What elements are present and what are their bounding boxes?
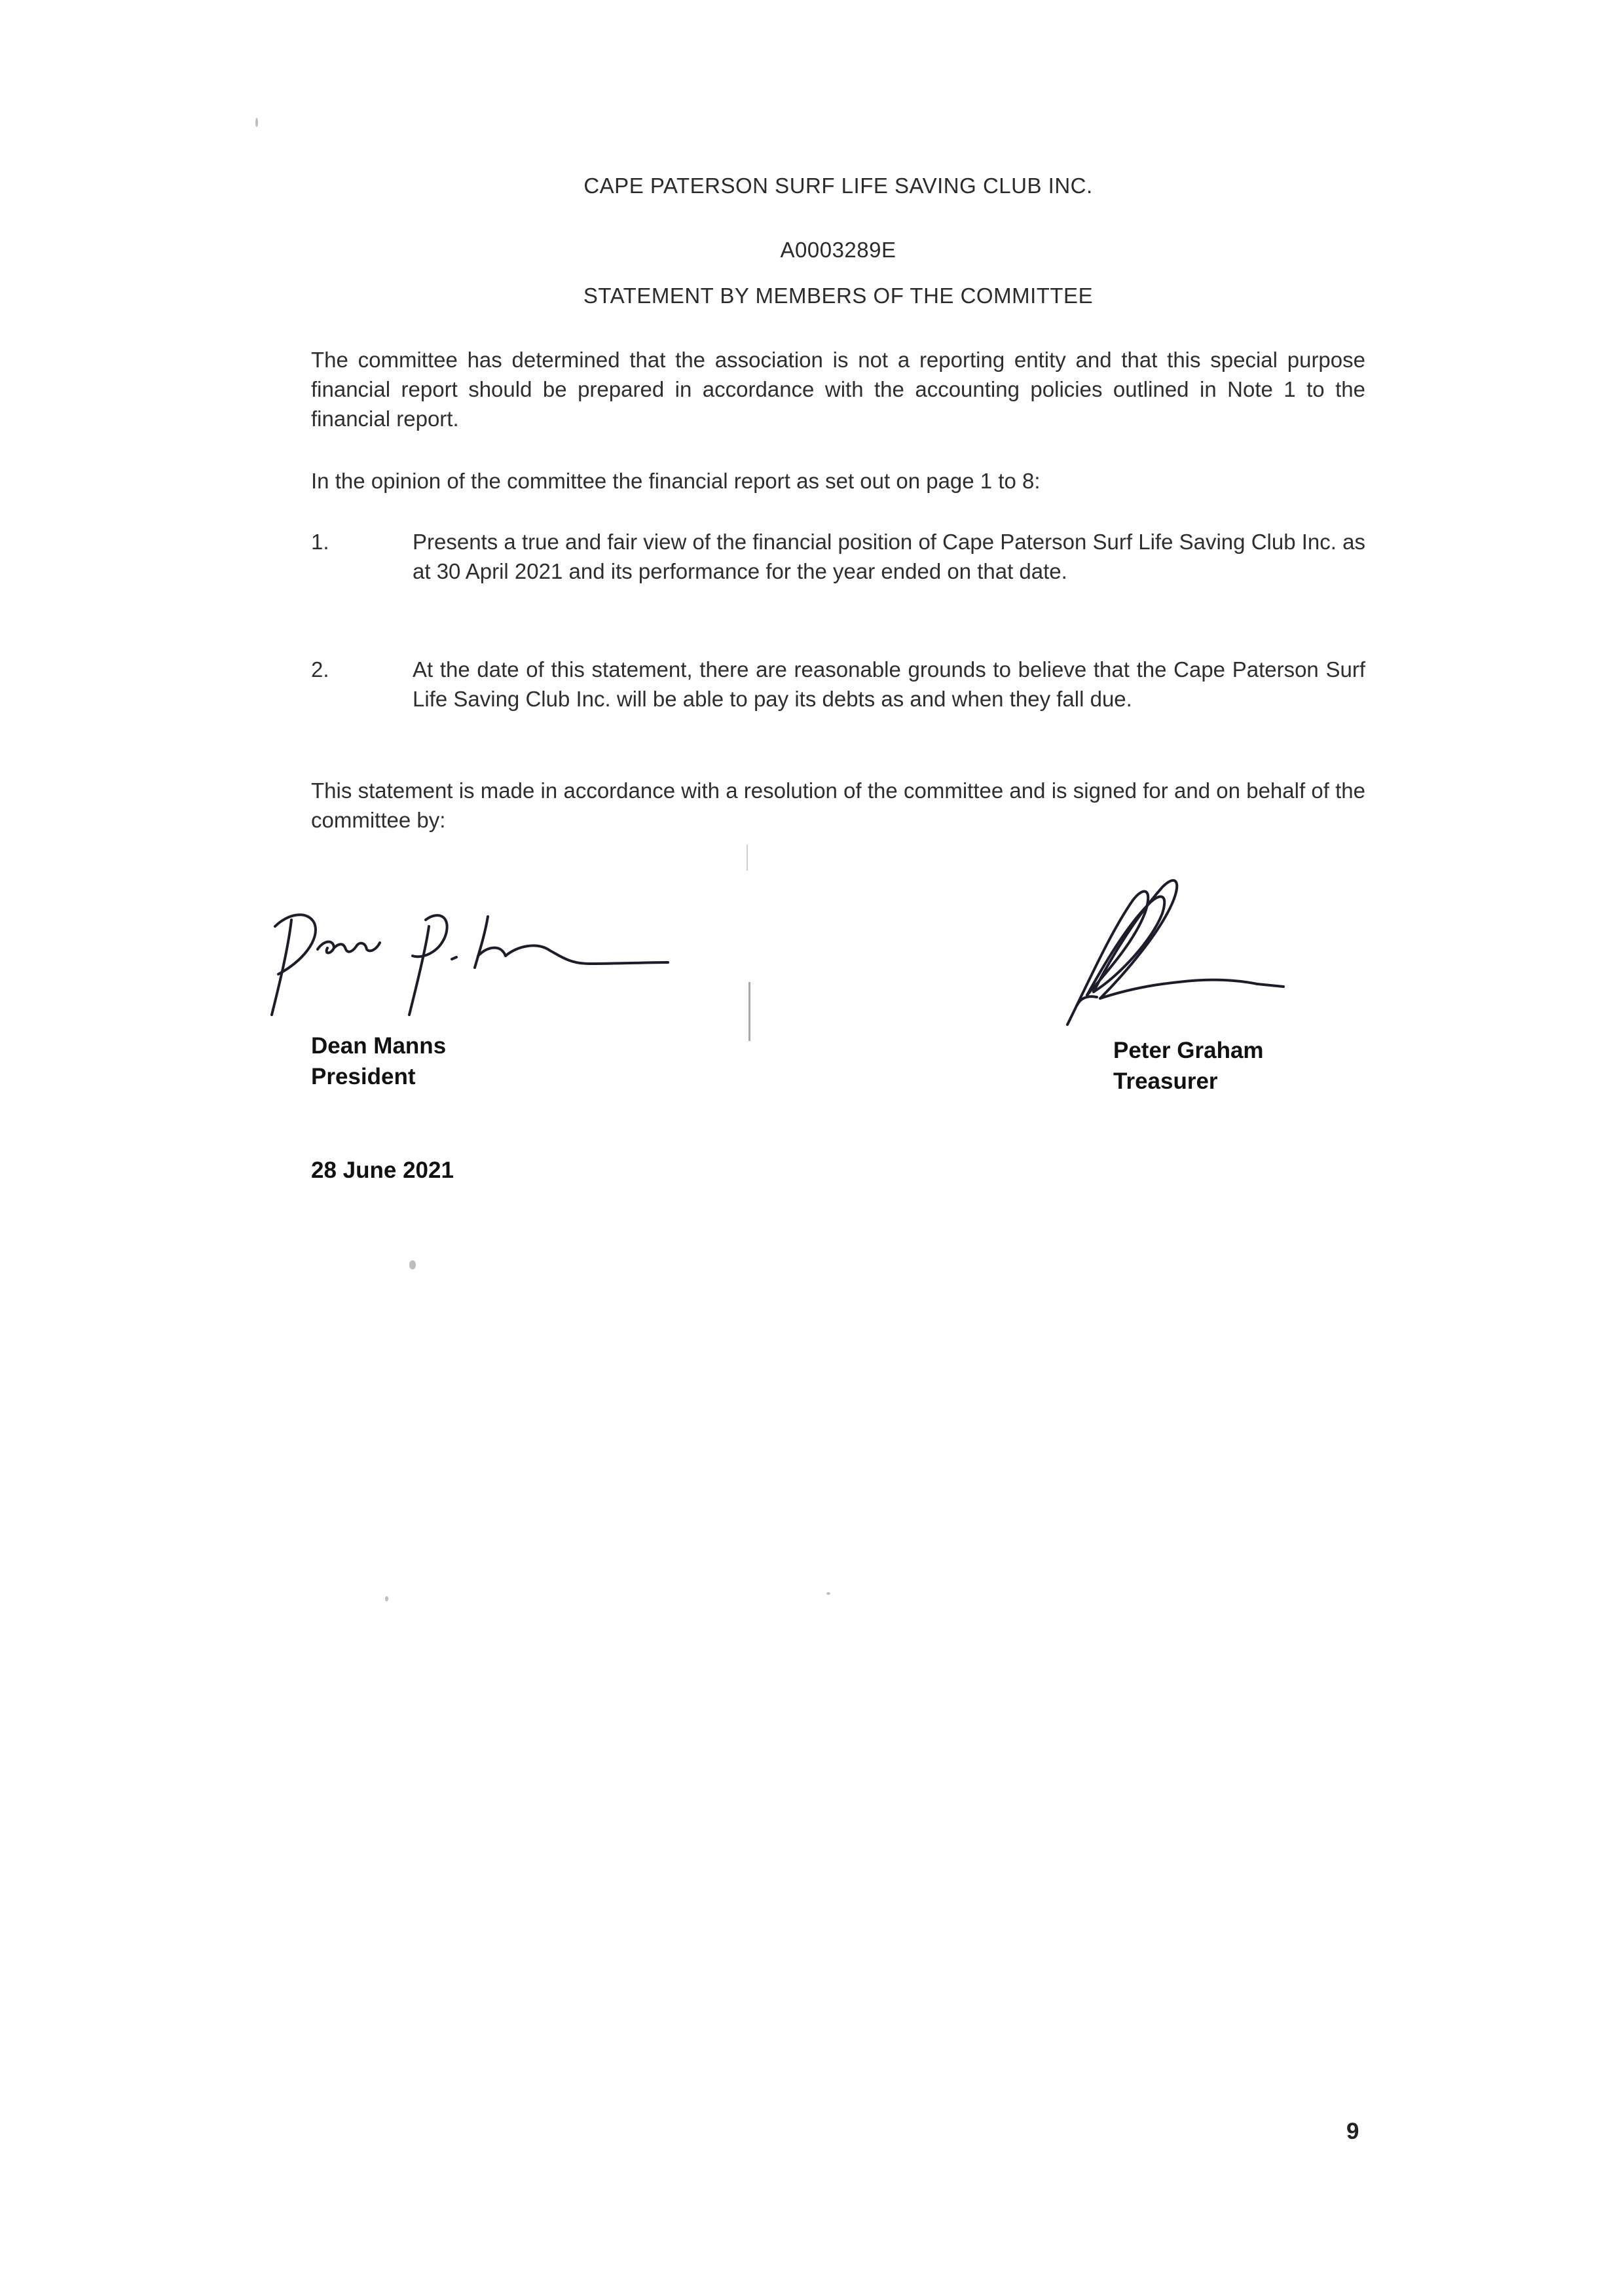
- item-text: Presents a true and fair view of the financial position of Cape Paterson Surf Life Saving Club Inc. as at 30 April 2021 and its performance for the year ended on that date.: [413, 530, 1365, 583]
- scan-speck: [255, 118, 258, 127]
- opinion-paragraph: In the opinion of the committee the financial report as set out on page 1 to 8:: [311, 469, 1041, 493]
- scan-speck: [826, 1592, 830, 1595]
- scan-mark: [747, 845, 748, 871]
- scan-mark: [748, 982, 750, 1041]
- intro-paragraph: The committee has determined that the association is not a reporting entity and that this special purpose financial report should be prepared in accordance with the accounting policies outlined in Note 1 to the financial report.: [311, 348, 1365, 431]
- item-number: 2.: [311, 657, 329, 682]
- registration-number: A0003289E: [780, 238, 896, 262]
- item-text: At the date of this statement, there are reasonable grounds to believe that the Cape Paterson Surf Life Saving Club Inc. will be able to pay its debts as and when they fall due.: [413, 657, 1365, 711]
- treasurer-signature: [1048, 874, 1303, 1031]
- organisation-name: CAPE PATERSON SURF LIFE SAVING CLUB INC.: [583, 173, 1093, 198]
- statement-title: STATEMENT BY MEMBERS OF THE COMMITTEE: [583, 283, 1094, 308]
- president-signature: [262, 890, 681, 1021]
- item-number: 1.: [311, 530, 329, 554]
- scan-speck: [409, 1260, 416, 1269]
- president-role: President: [311, 1064, 416, 1089]
- closing-paragraph: This statement is made in accordance with a resolution of the committee and is signed for and on behalf of the committee by:: [311, 778, 1365, 832]
- treasurer-name: Peter Graham: [1113, 1038, 1264, 1063]
- treasurer-role: Treasurer: [1113, 1068, 1218, 1094]
- president-name: Dean Manns: [311, 1033, 447, 1059]
- statement-date: 28 June 2021: [311, 1157, 454, 1183]
- page-number: 9: [1346, 2119, 1359, 2144]
- scan-speck: [385, 1596, 388, 1601]
